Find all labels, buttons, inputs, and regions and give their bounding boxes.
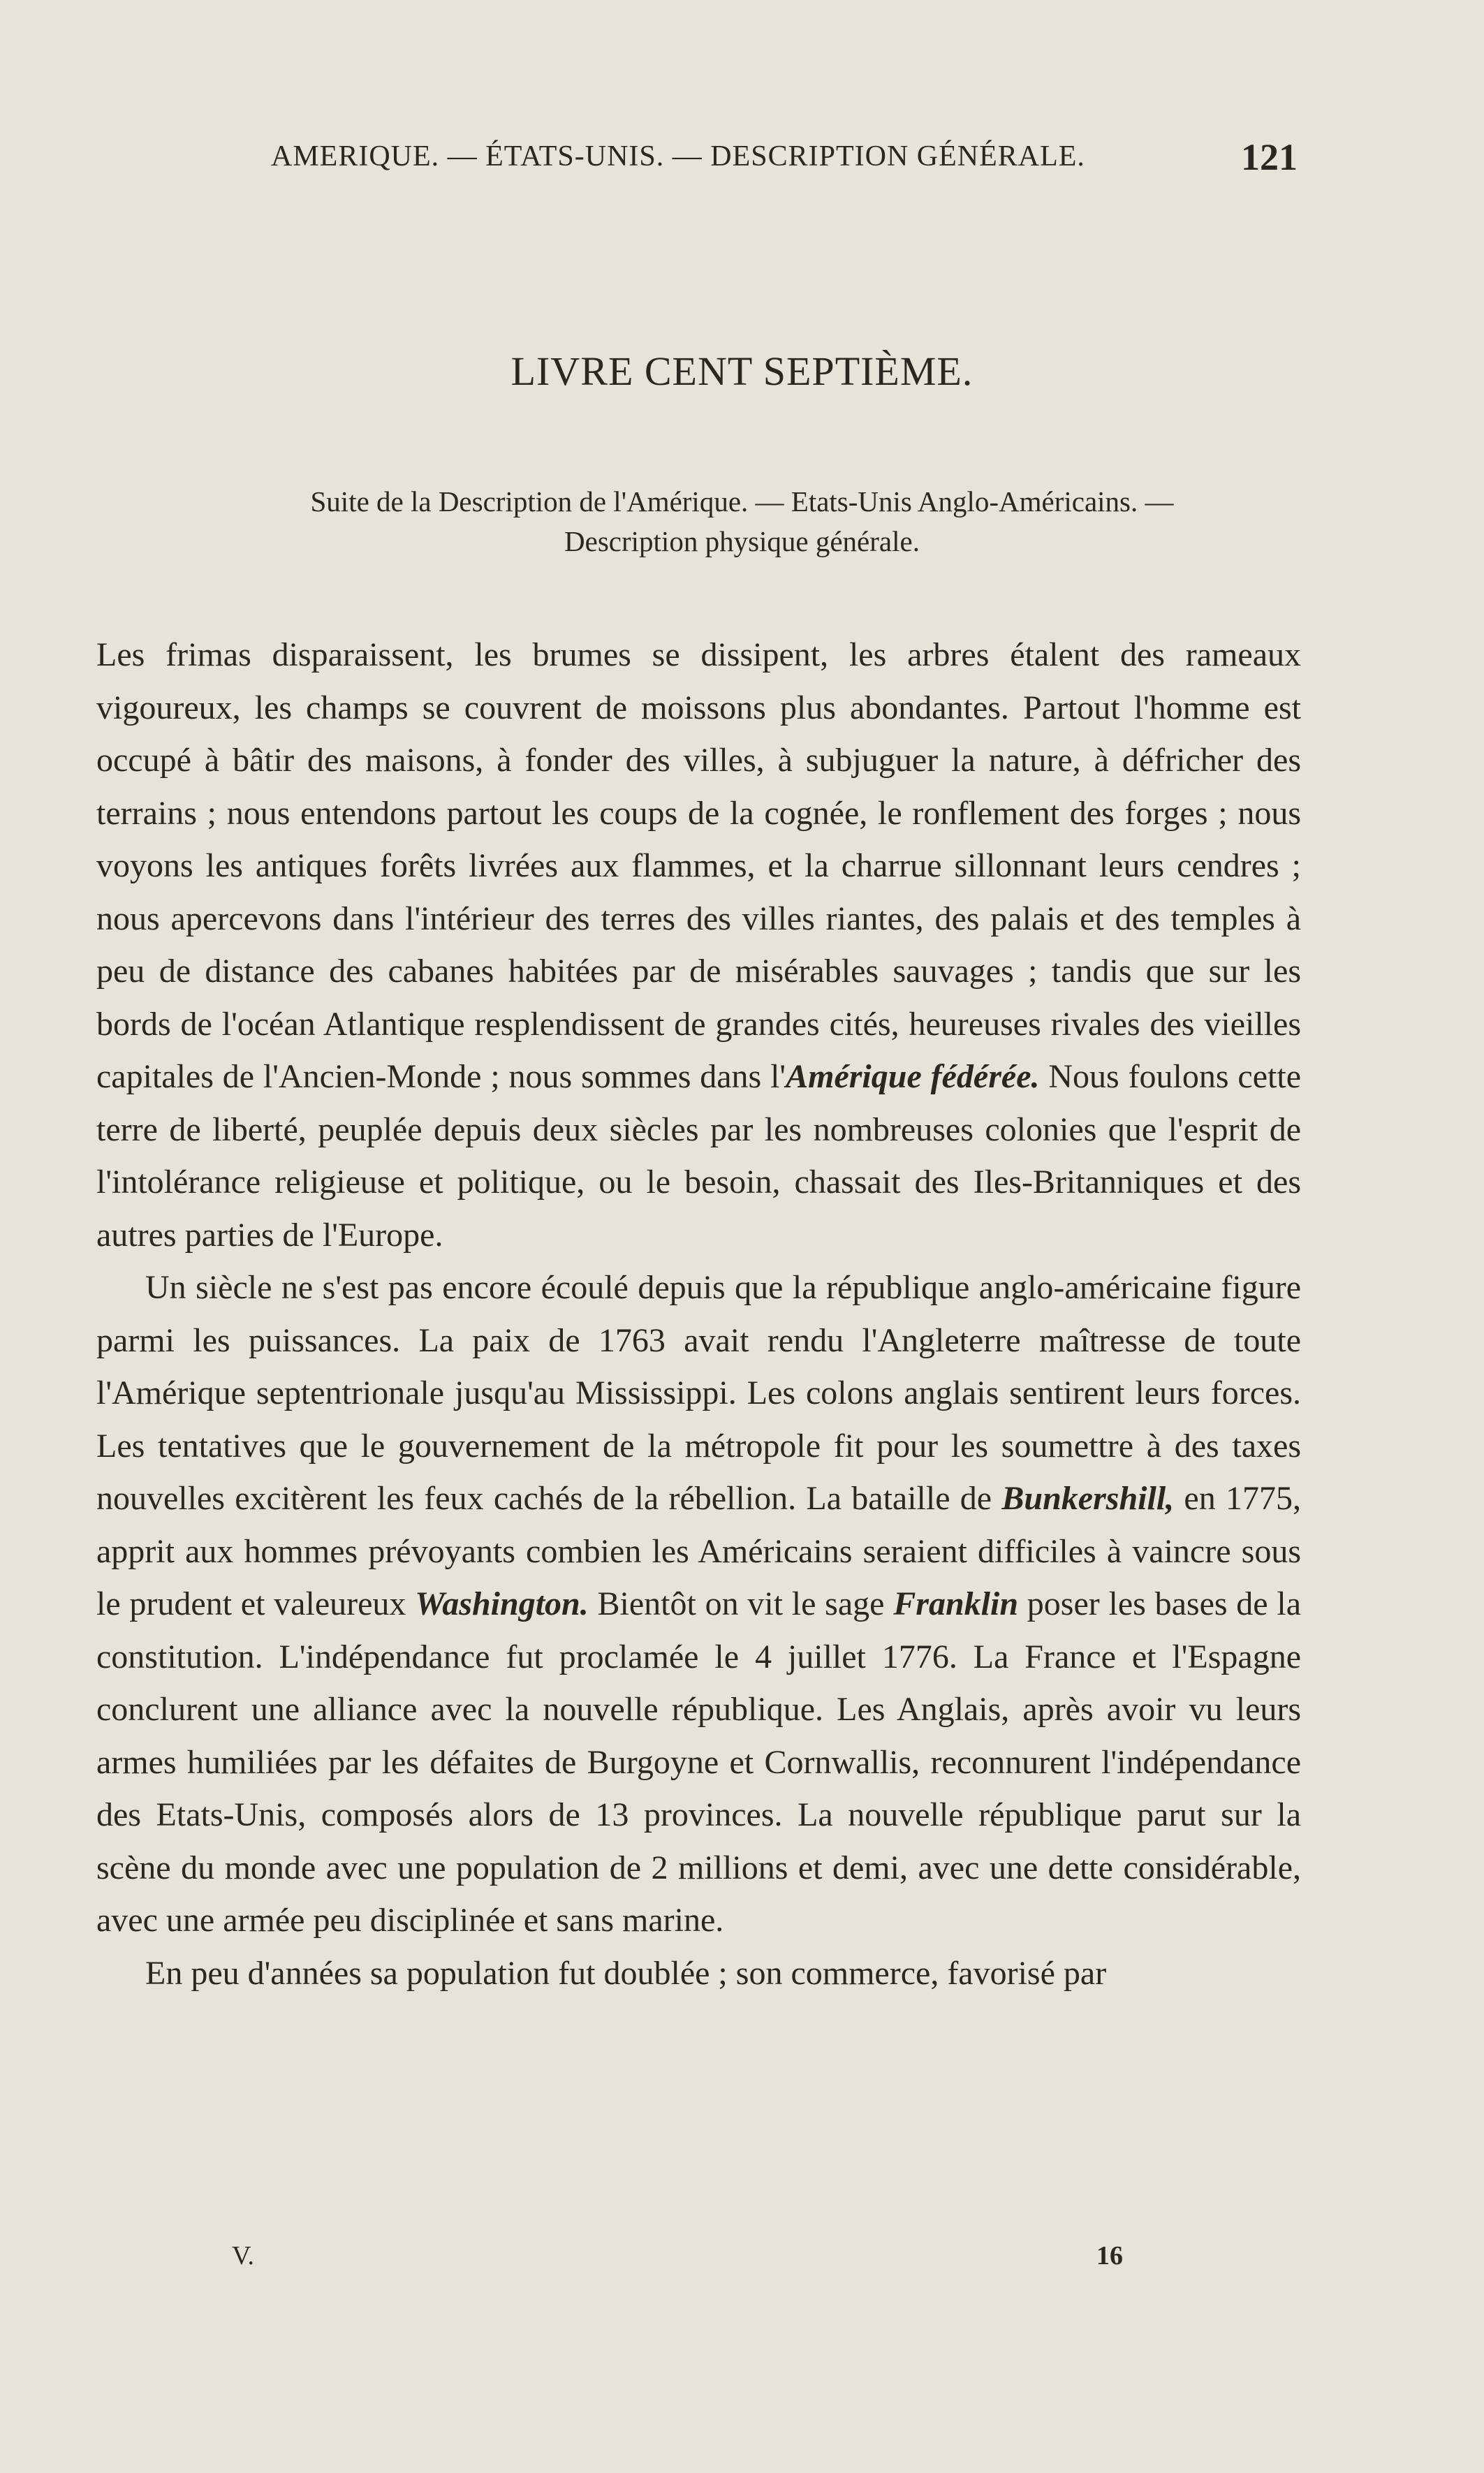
book-title: LIVRE CENT SEPTIÈME. bbox=[510, 348, 974, 394]
page-number: 121 bbox=[1241, 136, 1298, 178]
italic-term: Amérique fédérée. bbox=[786, 1058, 1040, 1095]
text-run: Un siècle ne s'est pas encore écoulé depuis que la république anglo-américaine figure parmi les puissances. La paix de 1763 avait rendu l'Angleterre maîtresse de toute l'Amérique septentrionale jusqu'au Mississippi. Les colons anglais sentirent leurs forces. Les tentatives que le gouvernement de la métropole fit pour les soumettre à des taxes nouvelles excitèrent les feux cachés de la rébellion. La bataille de bbox=[96, 1269, 1301, 1517]
paragraph bbox=[96, 1947, 1301, 2000]
paragraph bbox=[96, 629, 1301, 1261]
italic-term: Franklin bbox=[893, 1585, 1019, 1622]
chapter-summary bbox=[175, 482, 1309, 562]
running-title: AMERIQUE. — ÉTATS-UNIS. — DESCRIPTION GÉNÉRALE. bbox=[271, 140, 1085, 173]
summary-line: Suite de la Description de l'Amérique. — Etats-Unis Anglo-Américains. — bbox=[310, 485, 1174, 518]
signature-mark: V. bbox=[232, 2241, 255, 2270]
italic-term: Bunkershill, bbox=[1001, 1480, 1175, 1517]
sheet-number: 16 bbox=[1096, 2241, 1123, 2270]
body-text bbox=[96, 629, 1301, 1999]
italic-term: Washington. bbox=[415, 1585, 589, 1622]
text-run: En peu d'années sa population fut doublée ; son commerce, favorisé par bbox=[145, 1954, 1107, 1992]
text-run: Les frimas disparaissent, les brumes se dissipent, les arbres étalent des rameaux vigoureux, les champs se couvrent de moissons plus abondantes. Partout l'homme est occupé à bâtir des maisons, à fonder des villes, à subjuguer la nature, à défricher des terrains ; nous entendons partout les coups de la cognée, le ronflement des forges ; nous voyons les antiques forêts livrées aux flammes, et la charrue sillonnant leurs cendres ; nous apercevons dans l'intérieur des terres des villes riantes, des palais et des temples à peu de distance des cabanes habitées par de misérables sauvages ; tandis que sur les bords de l'océan Atlantique resplendissent de grandes cités, heureuses rivales des vieilles capitales de l'Ancien-Monde ; nous sommes dans l' bbox=[96, 636, 1301, 1095]
text-run: en 1775, apprit aux hommes prévoyants combien les Américains seraient difficiles à vaincre sous le prudent et valeureux bbox=[96, 1480, 1301, 1622]
paragraph bbox=[96, 1261, 1301, 1947]
summary-line: Description physique générale. bbox=[564, 525, 920, 557]
text-run: Bientôt on vit le sage bbox=[588, 1585, 894, 1622]
text-run: Nous foulons cette terre de liberté, peuplée depuis deux siècles par les nombreuses colonies que l'esprit de l'intolérance religieuse et politique, ou le besoin, chassait des Iles-Britanniques et des autres parties de l'Europe. bbox=[96, 1058, 1302, 1254]
text-run: poser les bases de la constitution. L'indépendance fut proclamée le 4 juillet 1776. La France et l'Espagne conclurent une alliance avec la nouvelle république. Les Anglais, après avoir vu leurs armes humiliées par les défaites de Burgoyne et Cornwallis, reconnurent l'indépendance des Etats-Unis, composés alors de 13 provinces. La nouvelle république parut sur la scène du monde avec une population de 2 millions et demi, avec une dette considérable, avec une armée peu disciplinée et sans marine. bbox=[96, 1585, 1302, 1939]
running-head bbox=[271, 136, 1298, 189]
